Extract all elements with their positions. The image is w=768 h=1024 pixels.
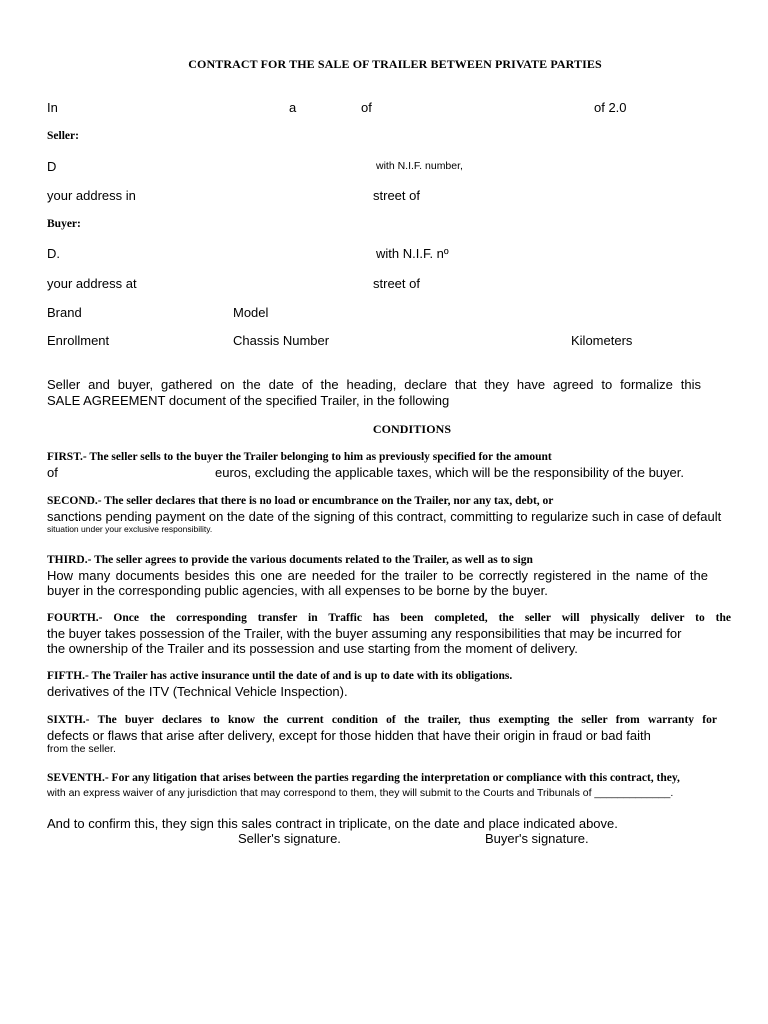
- clause-fourth-line-3: the ownership of the Trailer and its possession and use starting from the moment of delivery.: [47, 641, 578, 656]
- clause-sixth-line-3: from the seller.: [47, 743, 116, 755]
- clause-fourth-line-1: FOURTH.- Once the corresponding transfer in Traffic has been completed, the seller will physically deliver to the: [47, 612, 731, 624]
- buyer-street-label: street of: [373, 276, 420, 291]
- clause-fifth-line-1: FIFTH.- The Trailer has active insurance until the date of and is up to date with its obligations.: [47, 670, 513, 682]
- seller-name-label: D: [47, 159, 57, 174]
- clause-seventh-line-2: with an express waiver of any jurisdiction that may correspond to them, they will submit to the Courts and Tribunals of _____________.: [47, 787, 674, 799]
- vehicle-enrollment-label: Enrollment: [47, 333, 110, 348]
- conditions-heading: CONDITIONS: [372, 422, 452, 436]
- seller-heading: Seller:: [47, 130, 79, 142]
- clause-first-line-2a: of: [47, 465, 58, 480]
- vehicle-chassis-label: Chassis Number: [233, 333, 330, 348]
- clause-second-line-3: situation under your exclusive responsibility.: [47, 524, 213, 534]
- closing-statement: And to confirm this, they sign this sales contract in triplicate, on the date and place indicated above.: [47, 816, 618, 831]
- seller-nif-label: with N.I.F. number,: [376, 160, 463, 172]
- vehicle-brand-label: Brand: [47, 305, 82, 320]
- header-year-label: of 2.0: [594, 100, 627, 115]
- header-of-label: of: [361, 100, 372, 115]
- clause-first-line-1: FIRST.- The seller sells to the buyer the Trailer belonging to him as previously specified for the amount: [47, 451, 552, 463]
- seller-signature-label: Seller's signature.: [238, 831, 341, 846]
- buyer-signature-label: Buyer's signature.: [485, 831, 589, 846]
- buyer-address-label: your address at: [47, 276, 137, 291]
- buyer-nif-label: with N.I.F. nº: [376, 246, 449, 261]
- clause-fourth-line-2: the buyer takes possession of the Trailer, with the buyer assuming any responsibilities that may be incurred for: [47, 626, 682, 641]
- vehicle-kilometers-label: Kilometers: [571, 333, 633, 348]
- clause-third-line-2: How many documents besides this one are needed for the trailer to be correctly registered in the name of the: [47, 568, 708, 583]
- seller-address-label: your address in: [47, 188, 136, 203]
- clause-seventh-line-1: SEVENTH.- For any litigation that arises between the parties regarding the interpretation or compliance with this contract, they,: [47, 772, 680, 784]
- clause-third-line-1: THIRD.- The seller agrees to provide the various documents related to the Trailer, as well as to sign: [47, 554, 533, 566]
- intro-line-1: Seller and buyer, gathered on the date of the heading, declare that they have agreed to formalize this: [47, 377, 701, 392]
- vehicle-model-label: Model: [233, 305, 269, 320]
- buyer-name-label: D.: [47, 246, 60, 261]
- clause-second-line-1: SECOND.- The seller declares that there is no load or encumbrance on the Trailer, nor any tax, debt, or: [47, 495, 554, 507]
- buyer-heading: Buyer:: [47, 218, 81, 230]
- clause-third-line-3: buyer in the corresponding public agencies, with all expenses to be borne by the buyer.: [47, 583, 548, 598]
- header-a-label: a: [289, 100, 297, 115]
- header-in-label: In: [47, 100, 58, 115]
- seller-street-label: street of: [373, 188, 420, 203]
- clause-first-line-2b: euros, excluding the applicable taxes, which will be the responsibility of the buyer.: [215, 465, 684, 480]
- intro-line-2: SALE AGREEMENT document of the specified Trailer, in the following: [47, 393, 450, 408]
- clause-sixth-line-2: defects or flaws that arise after delivery, except for those hidden that have their origin in fraud or bad faith: [47, 728, 651, 743]
- clause-sixth-line-1: SIXTH.- The buyer declares to know the current condition of the trailer, thus exempting the seller from warranty for: [47, 714, 717, 726]
- document-title: CONTRACT FOR THE SALE OF TRAILER BETWEEN PRIVATE PARTIES: [188, 57, 602, 71]
- clause-fifth-line-2: derivatives of the ITV (Technical Vehicle Inspection).: [47, 684, 348, 699]
- clause-second-line-2: sanctions pending payment on the date of the signing of this contract, committing to regularize such in case of default: [47, 509, 722, 524]
